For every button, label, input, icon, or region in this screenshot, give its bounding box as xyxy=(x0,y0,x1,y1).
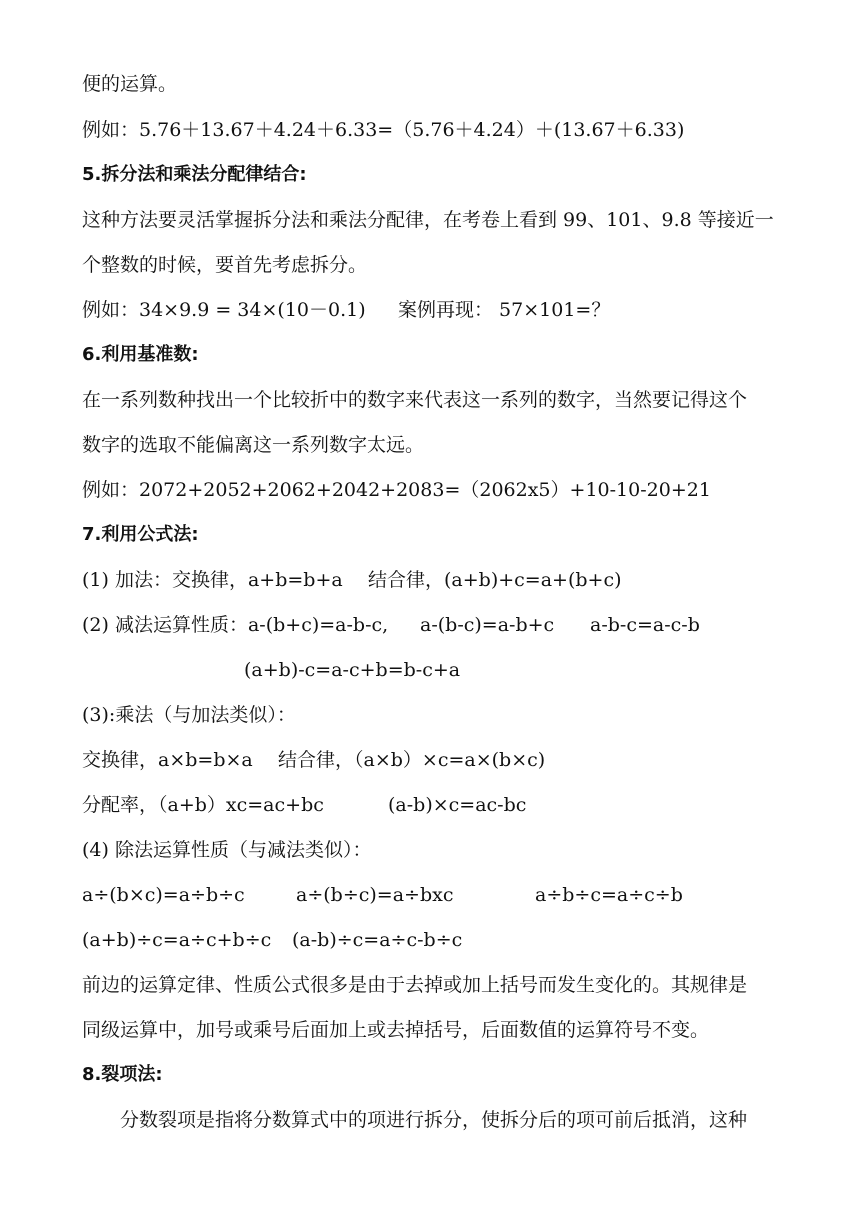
formula-text: (2) 减法运算性质：a-(b+c)=a-b-c, xyxy=(82,614,389,636)
case-text: 案例再现： 57×101=？ xyxy=(398,299,611,321)
text-line: 这种方法要灵活掌握拆分法和乘法分配律，在考卷上看到 99、101、9.8 等接近一 xyxy=(82,209,774,231)
text-line: 分数裂项是指将分数算式中的项进行拆分，使拆分后的项可前后抵消，这种 xyxy=(120,1109,748,1131)
formula-text: 结合律，（a×b）×c=a×(b×c) xyxy=(278,749,546,771)
formula-text: a-(b-c)=a-b+c xyxy=(420,614,555,636)
section-heading-8: 8.裂项法: xyxy=(82,1064,163,1085)
formula-text: 交换律，a×b=b×a xyxy=(82,749,253,771)
section-heading-6: 6.利用基准数: xyxy=(82,344,199,365)
text-line: 在一系列数种找出一个比较折中的数字来代表这一系列的数字，当然要记得这个 xyxy=(82,389,748,411)
text-line: (3):乘法（与加法类似）： xyxy=(82,704,296,726)
formula-line xyxy=(82,747,782,773)
text-line: 数字的选取不能偏离这一系列数字太远。 xyxy=(82,434,425,456)
text-line: 个整数的时候，要首先考虑拆分。 xyxy=(82,254,368,276)
formula-text: (a-b)×c=ac-bc xyxy=(388,794,527,816)
formula-line: (a+b)-c=a-c+b=b-c+a xyxy=(244,659,461,681)
formula-text: a÷(b×c)=a÷b÷c xyxy=(82,884,245,906)
formula-text: 分配率，（a+b）xc=ac+bc xyxy=(82,794,324,816)
formula-text: (a+b)÷c=a÷c+b÷c xyxy=(82,929,272,951)
text-line: 便的运算。 xyxy=(82,73,178,95)
formula-text: 结合律，(a+b)+c=a+(b+c) xyxy=(368,569,622,591)
formula-line xyxy=(82,792,782,818)
text-line: (4) 除法运算性质（与减法类似）： xyxy=(82,839,372,861)
formula-text: a÷(b÷c)=a÷bxc xyxy=(296,884,454,906)
formula-line xyxy=(82,882,782,908)
formula-text: a-b-c=a-c-b xyxy=(590,614,700,636)
formula-line xyxy=(82,612,782,638)
section-heading-5: 5.拆分法和乘法分配律结合: xyxy=(82,164,307,185)
example-line: 例如：2072+2052+2062+2042+2083=（2062x5）+10-10-20+21 xyxy=(82,479,711,501)
formula-line xyxy=(82,927,782,953)
example-line: 例如：5.76＋13.67＋4.24＋6.33=（5.76＋4.24）＋(13.67＋6.33) xyxy=(82,119,685,141)
text-line: 前边的运算定律、性质公式很多是由于去掉或加上括号而发生变化的。其规律是 xyxy=(82,974,748,996)
text-line: 同级运算中，加号或乘号后面加上或去掉括号，后面数值的运算符号不变。 xyxy=(82,1019,710,1041)
example-line xyxy=(82,297,782,323)
formula-text: a÷b÷c=a÷c÷b xyxy=(535,884,683,906)
formula-line xyxy=(82,567,782,593)
section-heading-7: 7.利用公式法: xyxy=(82,524,199,545)
formula-text: (a-b)÷c=a÷c-b÷c xyxy=(292,929,463,951)
example-text: 例如：34×9.9 = 34×(10－0.1) xyxy=(82,299,366,321)
formula-text: (1) 加法：交换律，a+b=b+a xyxy=(82,569,343,591)
